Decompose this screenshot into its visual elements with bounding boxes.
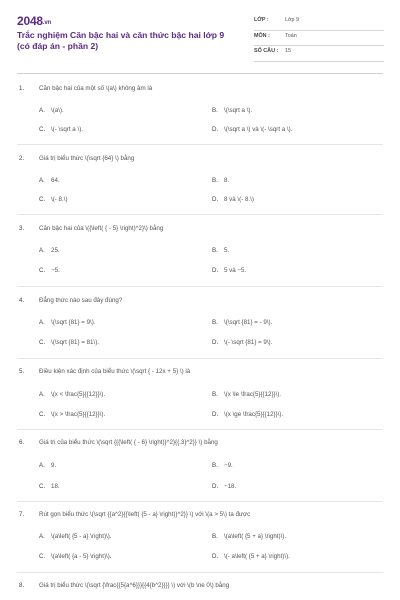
option-c[interactable]	[39, 411, 105, 418]
option-letter: D.	[212, 339, 219, 346]
option-b[interactable]	[212, 462, 233, 469]
option-letter: C.	[39, 126, 46, 133]
question-text: Giá trị biểu thức \(\sqrt {\frac{{5{a^6}}}{{4{b^2}}}} \) với \(b \ne 0\) bằng	[39, 582, 230, 589]
option-c[interactable]	[39, 553, 112, 560]
option-letter: B.	[212, 462, 218, 469]
meta-row-class	[254, 15, 384, 31]
option-letter: A.	[39, 247, 45, 254]
option-letter: D.	[212, 411, 219, 418]
question-number: 4.	[19, 297, 25, 304]
question-number: 5.	[19, 368, 25, 375]
option-b[interactable]	[212, 533, 286, 540]
meta-label: MÔN :	[254, 32, 270, 39]
option-a[interactable]	[39, 391, 105, 398]
option-a[interactable]	[39, 462, 56, 469]
question-separator	[17, 144, 383, 145]
option-c[interactable]	[39, 483, 60, 490]
question-number: 6.	[19, 439, 25, 446]
option-a[interactable]	[39, 247, 60, 254]
meta-value: 15	[285, 48, 291, 54]
question-6	[0, 439, 400, 509]
option-letter: D.	[212, 483, 219, 490]
option-text: \(- \sqrt {81} = 9\).	[224, 339, 273, 346]
option-d[interactable]	[212, 267, 246, 274]
option-letter: B.	[212, 319, 218, 326]
option-letter: D.	[212, 267, 219, 274]
option-a[interactable]	[39, 177, 60, 184]
option-text: −5.	[51, 267, 60, 274]
option-text: −18.	[224, 483, 237, 490]
option-letter: D.	[212, 553, 219, 560]
option-text: \(a\).	[51, 107, 64, 114]
option-text: \(a\left( {a - 5} \right)\).	[51, 553, 112, 560]
option-letter: B.	[212, 391, 218, 398]
option-letter: A.	[39, 319, 45, 326]
option-a[interactable]	[39, 533, 112, 540]
option-d[interactable]	[212, 553, 290, 560]
option-text: \(a\left( {5 + a} \right)\).	[224, 533, 287, 540]
option-letter: A.	[39, 107, 45, 114]
question-text: Giá trị biểu thức \(\sqrt {64} \) bằng	[39, 155, 135, 162]
option-letter: C.	[39, 339, 46, 346]
option-text: 64.	[51, 177, 60, 184]
logo-suffix: .vn	[42, 20, 51, 26]
question-7	[0, 511, 400, 581]
option-letter: A.	[39, 391, 45, 398]
question-separator	[17, 358, 383, 359]
option-letter: D.	[212, 126, 219, 133]
option-c[interactable]	[39, 126, 83, 133]
option-text: \(- 8.\)	[51, 196, 68, 203]
page-title: Trắc nghiệm Căn bậc hai và căn thức bậc hai lớp 9 (có đáp án - phần 2)	[17, 30, 225, 51]
option-text: 8.	[224, 177, 230, 184]
option-b[interactable]	[212, 319, 272, 326]
option-text: \(x < \frac{5}{{12}}\).	[51, 391, 106, 398]
question-separator	[17, 429, 383, 430]
option-a[interactable]	[39, 319, 96, 326]
option-letter: C.	[39, 267, 46, 274]
page-header	[0, 0, 400, 72]
meta-info	[254, 15, 384, 62]
option-d[interactable]	[212, 196, 254, 203]
option-letter: C.	[39, 553, 46, 560]
option-letter: B.	[212, 107, 218, 114]
option-b[interactable]	[212, 107, 252, 114]
question-number: 8.	[19, 582, 25, 589]
question-number: 3.	[19, 225, 25, 232]
question-number: 1.	[19, 85, 25, 92]
option-d[interactable]	[212, 483, 236, 490]
option-text: \(\sqrt {81} = - 9\).	[224, 319, 273, 326]
option-a[interactable]	[39, 107, 64, 114]
question-text: Rút gọn biểu thức \(\sqrt {{a^2}{{\left( {5 - a} \right)}^2}} \) với \(a > 5\) ta được	[39, 511, 251, 518]
question-text: Điều kiện xác định của biểu thức \(\sqrt { - 12x + 5} \) là	[39, 368, 191, 375]
meta-label: SỐ CÂU :	[254, 48, 279, 54]
option-text: \(\sqrt a \).	[224, 107, 253, 114]
meta-row-subject	[254, 31, 384, 47]
option-text: \(\sqrt a \) và \(- \sqrt a \).	[224, 126, 293, 133]
option-letter: A.	[39, 177, 45, 184]
option-d[interactable]	[212, 126, 292, 133]
question-4	[0, 297, 400, 367]
option-d[interactable]	[212, 411, 283, 418]
header-divider	[17, 73, 383, 74]
option-c[interactable]	[39, 267, 60, 274]
option-text: \(x \le \frac{5}{{12}}\).	[224, 391, 282, 398]
option-b[interactable]	[212, 177, 229, 184]
option-text: \(- a\left( {5 + a} \right)\).	[224, 553, 290, 560]
option-d[interactable]	[212, 339, 272, 346]
question-text: Giá trị của biểu thức \(\sqrt {{{\left( { - 6} \right)}^2}{{.3}^2}} \) bằng	[39, 439, 218, 446]
question-text: Đẳng thức nào sau đây đúng?	[39, 297, 123, 304]
meta-value: Lớp 9	[285, 17, 300, 23]
question-3	[0, 225, 400, 295]
question-number: 7.	[19, 511, 25, 518]
option-letter: C.	[39, 196, 46, 203]
site-logo[interactable]	[17, 14, 51, 28]
question-5	[0, 368, 400, 438]
option-c[interactable]	[39, 196, 68, 203]
option-text: 18.	[51, 483, 60, 490]
option-letter: C.	[39, 411, 46, 418]
option-text: \(\sqrt {81} = 9\).	[51, 319, 96, 326]
question-number: 2.	[19, 155, 25, 162]
meta-label: LỚP :	[254, 17, 269, 23]
option-text: \(x > \frac{5}{{12}}\).	[51, 411, 106, 418]
question-separator	[17, 286, 383, 287]
option-c[interactable]	[39, 339, 99, 346]
logo-main: 2048	[17, 14, 43, 28]
option-b[interactable]	[212, 247, 229, 254]
question-text: Căn bậc hai của một số \(a\) không âm là	[39, 85, 153, 92]
option-text: 5.	[224, 247, 230, 254]
option-letter: A.	[39, 462, 45, 469]
question-separator	[17, 214, 383, 215]
option-b[interactable]	[212, 391, 281, 398]
option-text: −9.	[224, 462, 233, 469]
meta-row-count	[254, 46, 384, 62]
option-text: \(\sqrt {81} = 81\).	[51, 339, 99, 346]
option-text: 25.	[51, 247, 60, 254]
option-text: \(- \sqrt a \).	[51, 126, 83, 133]
question-text: Căn bậc hai của \({\left( { - 5} \right)^2}\) bằng	[39, 225, 164, 232]
option-text: 5 và −5.	[224, 267, 247, 274]
question-8	[0, 582, 400, 598]
option-text: 9.	[51, 462, 57, 469]
option-letter: A.	[39, 533, 45, 540]
option-letter: D.	[212, 196, 219, 203]
question-separator	[17, 572, 383, 573]
question-separator	[17, 501, 383, 502]
option-text: \(x \ge \frac{5}{{12}}\).	[224, 411, 284, 418]
option-letter: B.	[212, 533, 218, 540]
option-letter: C.	[39, 483, 46, 490]
option-letter: B.	[212, 177, 218, 184]
option-text: \(a\left( {5 - a} \right)\).	[51, 533, 112, 540]
option-text: 8 và \(- 8.\)	[224, 196, 254, 203]
option-letter: B.	[212, 247, 218, 254]
meta-value: Toán	[285, 32, 297, 39]
